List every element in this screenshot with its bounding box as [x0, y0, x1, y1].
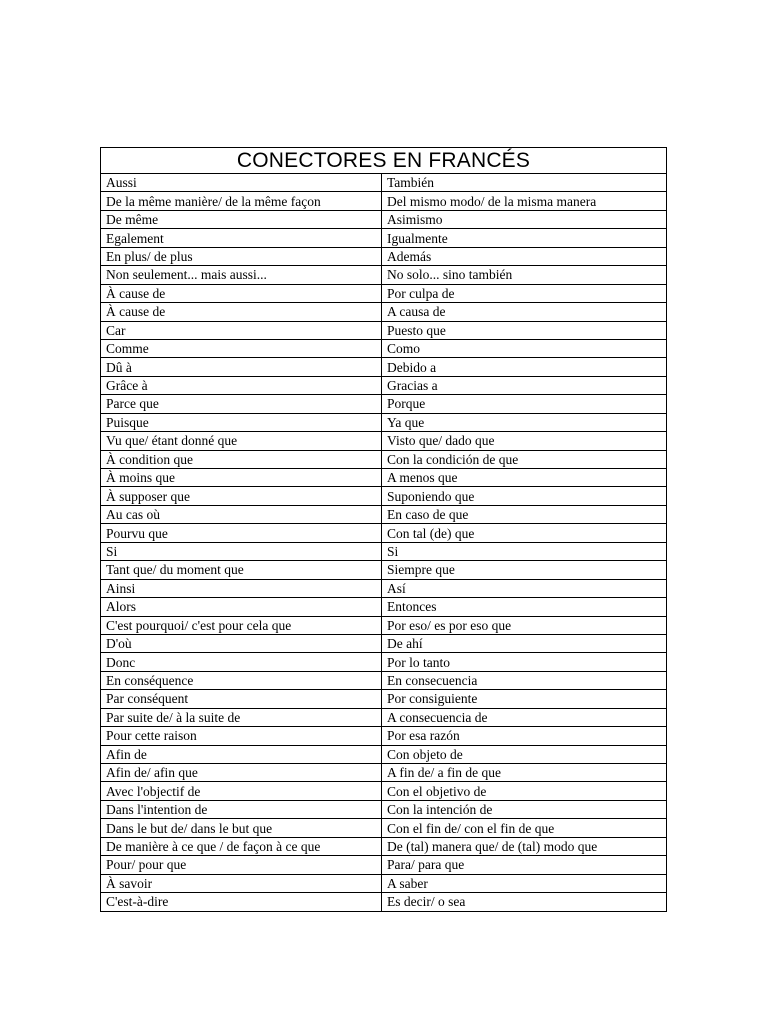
french-connector: Egalement — [101, 229, 382, 247]
table-row — [101, 856, 667, 874]
french-connector: Ainsi — [101, 579, 382, 597]
french-connector: En conséquence — [101, 671, 382, 689]
table-row — [101, 321, 667, 339]
french-connector: De même — [101, 210, 382, 228]
spanish-translation: Con tal (de) que — [382, 524, 667, 542]
table-row — [101, 376, 667, 394]
table-row — [101, 819, 667, 837]
table-row — [101, 893, 667, 911]
title-row — [101, 148, 667, 174]
spanish-translation: Igualmente — [382, 229, 667, 247]
table-row — [101, 450, 667, 468]
table-row — [101, 432, 667, 450]
french-connector: Pour cette raison — [101, 727, 382, 745]
spanish-translation: A consecuencia de — [382, 708, 667, 726]
spanish-translation: Con el objetivo de — [382, 782, 667, 800]
table-row — [101, 745, 667, 763]
french-connector: À moins que — [101, 469, 382, 487]
french-connector: Si — [101, 542, 382, 560]
connector-rows — [101, 174, 667, 912]
table-row — [101, 727, 667, 745]
table-row — [101, 413, 667, 431]
french-connector: Au cas où — [101, 505, 382, 523]
spanish-translation: De ahí — [382, 634, 667, 652]
spanish-translation: Como — [382, 339, 667, 357]
spanish-translation: Si — [382, 542, 667, 560]
table-title: CONECTORES EN FRANCÉS — [101, 148, 667, 174]
french-connector: Dans le but de/ dans le but que — [101, 819, 382, 837]
table-row — [101, 653, 667, 671]
french-connector: Pourvu que — [101, 524, 382, 542]
french-connector: À condition que — [101, 450, 382, 468]
spanish-translation: Debido a — [382, 358, 667, 376]
table-row — [101, 303, 667, 321]
table-row — [101, 708, 667, 726]
table-row — [101, 800, 667, 818]
spanish-translation: Ya que — [382, 413, 667, 431]
spanish-translation: También — [382, 174, 667, 192]
spanish-translation: Visto que/ dado que — [382, 432, 667, 450]
french-connector: Non seulement... mais aussi... — [101, 266, 382, 284]
french-connector: De la même manière/ de la même façon — [101, 192, 382, 210]
spanish-translation: Por eso/ es por eso que — [382, 616, 667, 634]
french-connector: Pour/ pour que — [101, 856, 382, 874]
french-connector: Car — [101, 321, 382, 339]
spanish-translation: Porque — [382, 395, 667, 413]
table-row — [101, 339, 667, 357]
table-row — [101, 210, 667, 228]
french-connector: Dû à — [101, 358, 382, 376]
table-row — [101, 174, 667, 192]
spanish-translation: En consecuencia — [382, 671, 667, 689]
table-row — [101, 616, 667, 634]
spanish-translation: De (tal) manera que/ de (tal) modo que — [382, 837, 667, 855]
spanish-translation: A menos que — [382, 469, 667, 487]
table-row — [101, 671, 667, 689]
french-connector: C'est-à-dire — [101, 893, 382, 911]
french-connector: Grâce à — [101, 376, 382, 394]
french-connector: À supposer que — [101, 487, 382, 505]
table-row — [101, 837, 667, 855]
table-row — [101, 358, 667, 376]
french-connector: Parce que — [101, 395, 382, 413]
french-connector: À cause de — [101, 303, 382, 321]
french-connector: D'où — [101, 634, 382, 652]
table-row — [101, 229, 667, 247]
french-connector: Donc — [101, 653, 382, 671]
spanish-translation: Asimismo — [382, 210, 667, 228]
spanish-translation: Así — [382, 579, 667, 597]
french-connector: Par suite de/ à la suite de — [101, 708, 382, 726]
french-connector: À savoir — [101, 874, 382, 892]
french-connector: Afin de — [101, 745, 382, 763]
spanish-translation: Con la intención de — [382, 800, 667, 818]
spanish-translation: Siempre que — [382, 561, 667, 579]
spanish-translation: En caso de que — [382, 505, 667, 523]
spanish-translation: A causa de — [382, 303, 667, 321]
french-connector: C'est pourquoi/ c'est pour cela que — [101, 616, 382, 634]
table-row — [101, 284, 667, 302]
table-row — [101, 782, 667, 800]
spanish-translation: Para/ para que — [382, 856, 667, 874]
french-connector: Afin de/ afin que — [101, 764, 382, 782]
table-row — [101, 764, 667, 782]
french-connector: Alors — [101, 598, 382, 616]
spanish-translation: Puesto que — [382, 321, 667, 339]
table-row — [101, 487, 667, 505]
connectors-table — [100, 147, 667, 912]
table-row — [101, 634, 667, 652]
french-connector: En plus/ de plus — [101, 247, 382, 265]
french-connector: À cause de — [101, 284, 382, 302]
spanish-translation: A saber — [382, 874, 667, 892]
table-row — [101, 579, 667, 597]
spanish-translation: Por esa razón — [382, 727, 667, 745]
french-connector: Comme — [101, 339, 382, 357]
spanish-translation: Gracias a — [382, 376, 667, 394]
table-row — [101, 524, 667, 542]
spanish-translation: Es decir/ o sea — [382, 893, 667, 911]
table-row — [101, 690, 667, 708]
table-row — [101, 469, 667, 487]
table-row — [101, 874, 667, 892]
table-row — [101, 192, 667, 210]
french-connector: Vu que/ étant donné que — [101, 432, 382, 450]
spanish-translation: Del mismo modo/ de la misma manera — [382, 192, 667, 210]
spanish-translation: Por culpa de — [382, 284, 667, 302]
spanish-translation: A fin de/ a fin de que — [382, 764, 667, 782]
spanish-translation: Entonces — [382, 598, 667, 616]
french-connector: Aussi — [101, 174, 382, 192]
spanish-translation: Por consiguiente — [382, 690, 667, 708]
spanish-translation: Con el fin de/ con el fin de que — [382, 819, 667, 837]
spanish-translation: Con la condición de que — [382, 450, 667, 468]
french-connector: Avec l'objectif de — [101, 782, 382, 800]
french-connector: De manière à ce que / de façon à ce que — [101, 837, 382, 855]
table-row — [101, 561, 667, 579]
french-connector: Puisque — [101, 413, 382, 431]
spanish-translation: Además — [382, 247, 667, 265]
french-connector: Tant que/ du moment que — [101, 561, 382, 579]
spanish-translation: Por lo tanto — [382, 653, 667, 671]
table-row — [101, 395, 667, 413]
table-row — [101, 247, 667, 265]
table-row — [101, 266, 667, 284]
spanish-translation: No solo... sino también — [382, 266, 667, 284]
french-connector: Dans l'intention de — [101, 800, 382, 818]
table-row — [101, 505, 667, 523]
spanish-translation: Con objeto de — [382, 745, 667, 763]
table-row — [101, 598, 667, 616]
table-row — [101, 542, 667, 560]
spanish-translation: Suponiendo que — [382, 487, 667, 505]
french-connector: Par conséquent — [101, 690, 382, 708]
